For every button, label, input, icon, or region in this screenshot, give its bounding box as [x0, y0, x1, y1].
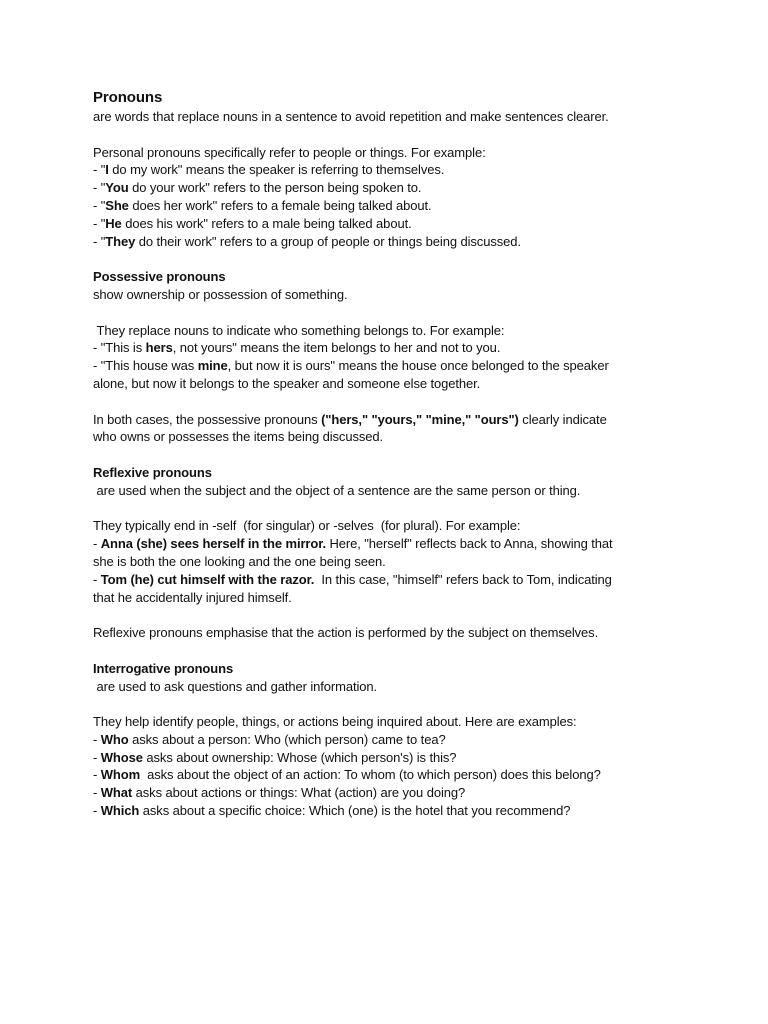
item-bold: Who: [100, 731, 129, 747]
spacer: [93, 126, 703, 144]
page-title: Pronouns: [93, 89, 163, 106]
item-bold: I: [105, 162, 109, 178]
item-text: In this case, "himself" refers back to Tom, indicating: [314, 571, 612, 587]
item-text: do my work" means the speaker is referring to themselves.: [108, 162, 445, 178]
item-prefix: - "This house was: [93, 358, 198, 374]
possessive-desc: show ownership or possession of something.: [93, 286, 348, 302]
item-text: do their work" refers to a group of people or things being discussed.: [135, 233, 521, 249]
item-prefix: -: [93, 803, 101, 819]
possessive-summary: [93, 411, 703, 429]
interrogative-desc: are used to ask questions and gather information.: [93, 678, 378, 694]
reflexive-lead: They typically end in -self (for singular) or -selves (for plural). For example:: [93, 518, 521, 534]
spacer: [93, 304, 703, 322]
item-bold: You: [105, 180, 129, 196]
possessive-summary-cont: who owns or possesses the items being discussed.: [93, 429, 384, 445]
list-item: [93, 197, 703, 215]
item-text: , but now it is ours" means the house once belonged to the speaker: [227, 358, 609, 374]
list-item: [93, 179, 703, 197]
item-bold: hers: [145, 340, 173, 356]
list-item: [93, 731, 703, 749]
item-text: asks about the object of an action: To whom (to which person) does this belong?: [140, 767, 601, 783]
item-bold: He: [105, 215, 122, 231]
item-text: does his work" refers to a male being talked about.: [121, 215, 412, 231]
list-item: [93, 535, 703, 553]
item-prefix: -: [93, 749, 101, 765]
list-item: [93, 766, 703, 784]
item-bold: Which: [100, 803, 140, 819]
spacer: [93, 393, 703, 411]
item-prefix: - ": [93, 162, 106, 178]
item-prefix: - ": [93, 233, 106, 249]
interrogative-list: [93, 731, 703, 820]
reflexive-heading: Reflexive pronouns: [93, 464, 212, 480]
item-text: , not yours" means the item belongs to her and not to you.: [172, 340, 501, 356]
item-bold: She: [105, 197, 129, 213]
item-prefix: - ": [93, 215, 106, 231]
item-prefix: -: [93, 767, 101, 783]
summary-text: clearly indicate: [518, 411, 607, 427]
possessive-heading: Possessive pronouns: [93, 269, 226, 285]
item-text: asks about a person: Who (which person) came to tea?: [128, 731, 446, 747]
item-prefix: -: [93, 785, 101, 801]
document-page: [93, 88, 703, 820]
reflexive-summary: Reflexive pronouns emphasise that the action is performed by the subject on themselves.: [93, 625, 599, 641]
item-prefix: -: [93, 536, 101, 552]
item-text: does her work" refers to a female being talked about.: [128, 197, 432, 213]
spacer: [93, 606, 703, 624]
item-bold: Whom: [100, 767, 141, 783]
list-item-continuation: alone, but now it belongs to the speaker and someone else together.: [93, 375, 481, 391]
item-prefix: - ": [93, 197, 106, 213]
item-prefix: - ": [93, 180, 106, 196]
list-item-continuation: that he accidentally injured himself.: [93, 589, 292, 605]
item-bold: Whose: [100, 749, 143, 765]
spacer: [93, 695, 703, 713]
spacer: [93, 446, 703, 464]
spacer: [93, 500, 703, 518]
interrogative-lead: They help identify people, things, or actions being inquired about. Here are examples:: [93, 714, 577, 730]
possessive-lead: They replace nouns to indicate who something belongs to. For example:: [93, 322, 505, 338]
item-prefix: - "This is: [93, 340, 146, 356]
list-item: [93, 802, 703, 820]
list-item: [93, 161, 703, 179]
item-bold: What: [100, 785, 133, 801]
item-bold: Tom (he) cut himself with the razor.: [100, 571, 315, 587]
intro-text: are words that replace nouns in a sentence to avoid repetition and make sentences clearer.: [93, 109, 609, 124]
item-bold: mine: [197, 358, 228, 374]
spacer: [93, 250, 703, 268]
list-item: [93, 339, 703, 357]
item-bold: Anna (she) sees herself in the mirror.: [100, 536, 326, 552]
list-item: [93, 357, 703, 375]
list-item: [93, 215, 703, 233]
personal-list: [93, 161, 703, 250]
list-item-continuation: she is both the one looking and the one being seen.: [93, 553, 386, 569]
item-text: Here, "herself" reflects back to Anna, showing that: [325, 536, 613, 552]
summary-text: In both cases, the possessive pronouns: [93, 411, 322, 427]
summary-bold: ("hers," "yours," "mine," "ours"): [321, 411, 519, 427]
spacer: [93, 642, 703, 660]
item-prefix: -: [93, 731, 101, 747]
personal-lead: Personal pronouns specifically refer to people or things. For example:: [93, 144, 486, 160]
list-item: [93, 784, 703, 802]
item-text: asks about a specific choice: Which (one) is the hotel that you recommend?: [139, 803, 571, 819]
item-text: do your work" refers to the person being spoken to.: [128, 180, 422, 196]
item-prefix: -: [93, 571, 101, 587]
reflexive-desc: are used when the subject and the object of a sentence are the same person or thing.: [93, 482, 581, 498]
list-item: [93, 749, 703, 767]
list-item: [93, 233, 703, 251]
item-bold: They: [105, 233, 136, 249]
item-text: asks about ownership: Whose (which person's) is this?: [142, 749, 457, 765]
item-text: asks about actions or things: What (action) are you doing?: [132, 785, 466, 801]
interrogative-heading: Interrogative pronouns: [93, 660, 234, 676]
list-item: [93, 571, 703, 589]
